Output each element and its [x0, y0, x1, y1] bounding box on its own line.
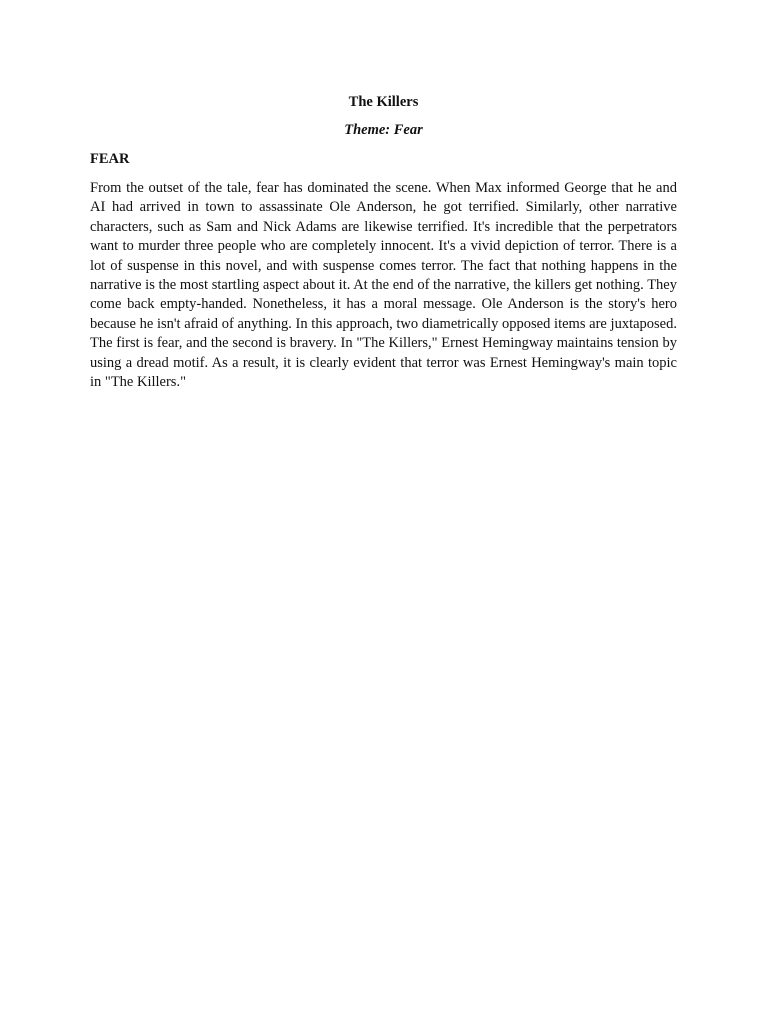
- document-page: [90, 93, 677, 392]
- section-heading: FEAR: [90, 151, 130, 167]
- document-subtitle: Theme: Fear: [344, 122, 423, 138]
- body-paragraph: From the outset of the tale, fear has dominated the scene. When Max informed George that he and AI had arrived in town to assassinate Ole Anderson, he got terrified. Similarly, other narrative characters, such as Sam and Nick Adams are likewise terrified. It's incredible that the perpetrators want to murder three people who are completely innocent. It's a vivid depiction of terror. There is a lot of suspense in this novel, and with suspense comes terror. The fact that nothing happens in the narrative is the most startling aspect about it. At the end of the narrative, the killers get nothing. They come back empty-handed. Nonetheless, it has a moral message. Ole Anderson is the story's hero because he isn't afraid of anything. In this approach, two diametrically opposed items are juxtaposed. The first is fear, and the second is bravery. In "The Killers," Ernest Hemingway maintains tension by using a dread motif. As a result, it is clearly evident that terror was Ernest Hemingway's main topic in "The Killers.": [90, 180, 677, 391]
- document-title: The Killers: [348, 94, 419, 110]
